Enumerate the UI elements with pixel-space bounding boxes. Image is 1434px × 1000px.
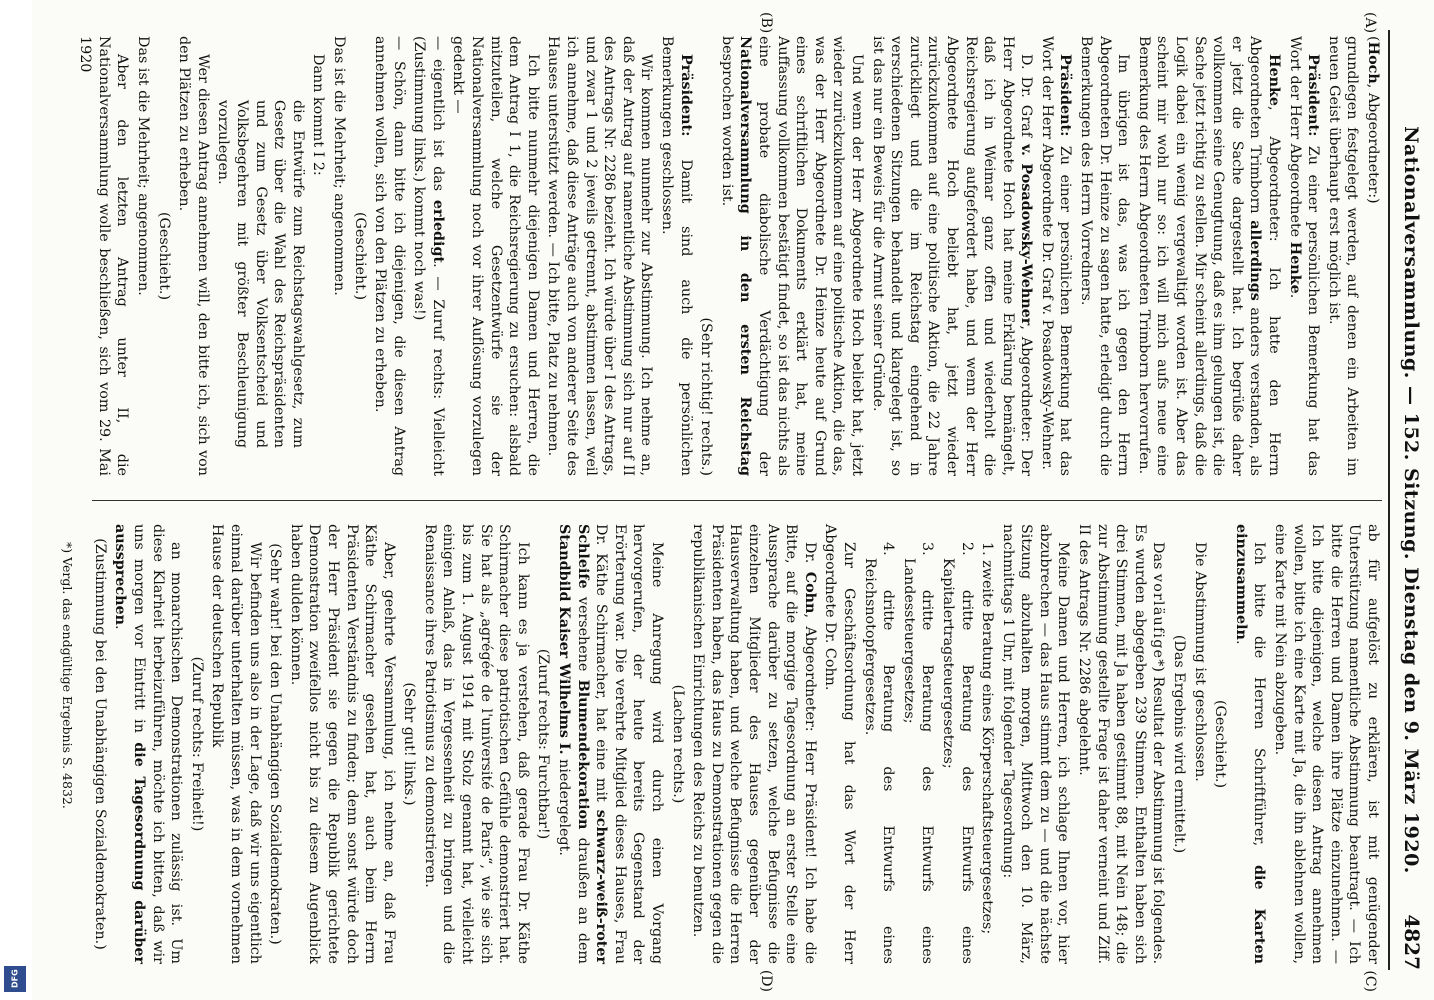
margin-marker-c: (C) (1362, 970, 1378, 992)
paragraph: (Zuruf rechts: Freiheit!) (188, 656, 205, 832)
paragraph: *) Vergl. das endgültige Ergebnis S. 4832. (60, 542, 76, 809)
paragraph: (Zustimmung bei den Unabhängigen Sozialdemokraten.) (91, 538, 108, 950)
paragraph: Zur Geschäftsordnung hat das Wort der Herr Abgeordnete Dr. Cohn. (822, 524, 857, 964)
paragraph: Meine Damen und Herren, ich schlage Ihnen vor, hier abzubrechen — das Haus stimmt dem zu — und die nächste Sitzung abzuhalten morgen, Mittwoch den 10. März, nachmittags 1 Uhr, mit folgender Tagesordnung: (999, 524, 1072, 964)
left-column (72, 36, 1382, 476)
paragraph: Das ist die Mehrheit; angenommen. (135, 36, 151, 296)
margin-marker-a: (A) (1362, 12, 1378, 34)
paragraph: Ich bitte die Herren Schriftführer, die Karten einzusammeln. (1232, 524, 1268, 964)
page-number: 4827 (1400, 914, 1424, 970)
paragraph: Ich kann es ja verstehen, daß gerade Frau Dr. Käthe Schirmacher diese patriotischen Gefühle demonstriert hat. Sie hat als „agrégée de l'université de Paris“, wie sie sich bis zum 1. August 1914 mit Stolz genannt hat, vielleicht einigen Anlaß, das in Vergessenheit zu bringen und die Renaissance ihres Patriotismus zu demonstrieren. (421, 524, 531, 964)
paragraph: (Hoch, Abgeordneter:) (1365, 36, 1381, 204)
paragraph: — Schön, dann bitte ich diejenigen, die diesen Antrag annehmen wollen, sich von den Plätzen zu erheben. (372, 36, 407, 476)
paragraph: D. Dr. Graf v. Posadowsky-Wehner, Abgeordneter: Der Herr Abgeordnete Hoch hat meine Erklärung bemängelt, daß ich in Weimar ganz offen und wiederholt die Reichsregierung aufgefordert habe, und wenn der Herr Abgeordnete Hoch beliebt hat, jetzt wieder zurückzukommen auf eine politische Aktion, die 22 Jahre zurückliegt und die im Reichstag eingehend in verschiedenen Sitzungen behandelt und klargelegt ist, so ist das nur ein Beweis für die Armut seiner Gründe. (869, 36, 1035, 476)
page-header (1392, 30, 1426, 970)
margin-marker-d: (D) (758, 969, 774, 992)
paragraph: Aber, geehrte Versammlung, ich nehme an, daß Frau Käthe Schirmacher gesehen hat, auch beim Herrn Präsidenten Verständnis zu finden; denn sonst würde doch der Herr Präsident sie gegen die Republik gerichtete Demonstration zweifellos nicht bis zu diesem Augenblick haben dulden können. (287, 524, 397, 964)
paragraph: Präsident: Zu einer persönlichen Bemerkung hat das Wort der Herr Abgeordnete Dr. Graf v. Posadowsky-Wehner. (1038, 36, 1074, 476)
paragraph: Die Abstimmung ist geschlossen. (1191, 542, 1208, 782)
column-divider (92, 500, 1382, 501)
paragraph: Wir kommen nunmehr zur Abstimmung. Ich nehme an, daß der Antrag auf namentliche Abstimmung sich nur auf II des Antrags Nr. 2286 bezieht. Ich würde über I des Antrags, und zwar 1 und 2 jeweils getrennt, abstimmen lassen, weil ich annehme, daß diese Anträge auch von anderer Seite des Hauses unterstützt werden. — Ich bitte, Platz zu nehmen. (545, 36, 655, 476)
paragraph: Und wenn der Herr Abgeordnete Hoch beliebt hat, jetzt wieder zurückzukommen auf eine politische Aktion, die das, was der Herr Abgeordnete Dr. Heinze heute auf Grund eines schriftlichen Dokuments erklärt hat, meine Auffassung vollkommen bestätigt findet, so ist das nichts als eine probate diabolische Verdächtigung der Nationalversammlung in den ersten Reichstag besprochen worden ist. (718, 36, 865, 476)
paragraph: — eigentlich ist das erledigt. — Zuruf rechts: Vielleicht (Zustimmung links.) kommt noch was!) (411, 36, 446, 477)
paragraph: Meine Anregung wird durch einen Vorgang hervorgerufen, der heute bereits Gegenstand der Erörterung war. Die verehrte Mitglied dieses Hauses, Frau Dr. Käthe Schirmacher, hat eine mit schwarz-weiß-roter Schleife versehene Blumendekoration draußen an dem Standbild Kaiser Wilhelms I. niedergelegt. (556, 524, 666, 964)
paragraph: grundlegen festgelegt werden, auf denen ein Arbeiten im neuen Geist überhaupt erst möglich ist. (1325, 36, 1361, 476)
paragraph: 4. dritte Beratung des Entwurfs eines Reichsnotopfergesetzes. (861, 542, 897, 964)
paragraph: Präsident: Damit sind auch die persönlichen Bemerkungen geschlossen. (659, 36, 694, 476)
paragraph: Das vorläufige*) Resultat der Abstimmung ist folgendes. Es wurden abgegeben 239 Stimmen. Enthalten haben sich drei Stimmen, mit Ja haben gestimmt 88, mit Nein 148; die zur Abstimmung gestellte Frage ist daher verneint und Ziff. II des Antrags Nr. 2286 abgelehnt. (1076, 524, 1167, 964)
paragraph: Aber den letzten Antrag unter II, die Nationalversammlung wolle beschließen, sich vom 29. Mai 1920 (77, 36, 131, 476)
document-page (32, 0, 1434, 1000)
paragraph: Wir befinden uns also in der Lage, daß wir uns eigentlich einmal darüber unterhalten müssen, was in dem vornehmen Hause der deutschen Republik (209, 524, 263, 964)
paragraph: Henke, Abgeordneter: Ich hatte den Herrn Abgeordneten Trimborn allerdings anders verstanden, als er jetzt die Sache dargestellt hat. Ich begrüße daher vollkommen seine Genugtuung, daß es ihm gelungen ist, die Sache jetzt richtig zu stellen. Mir scheint allerdings, daß die Logik dabei ein wenig vergewaltigt worden ist. Aber das scheint mir wohl nur so: ich will mich aufs neue eine Bemerkung des Herrn Abgeordneten Trimborn hervorrufen. (1135, 36, 1283, 476)
paragraph: (Sehr wahr! bei den Unabhängigen Sozialdemokraten.) (267, 543, 284, 945)
paragraph: (Das Ergebnis wird ermittelt.) (1171, 634, 1188, 854)
paragraph: Präsident: Zu einer persönlichen Bemerkung hat das Wort der Herr Abgeordnete Henke. (1286, 36, 1322, 476)
paragraph: (Geschieht.) (1212, 699, 1229, 789)
paragraph: (Geschieht.) (155, 211, 172, 301)
paragraph: Dann kommt I 2: (310, 54, 327, 176)
paragraph: die Entwürfe zum Reichstagswahlgesetz, zum Gesetz über die Wahl des Reichspräsidenten und zum Gesetz über Volksentscheid und Volksbegehren mit größter Beschleunigung vorzulegen. (215, 100, 306, 448)
right-column (60, 524, 1382, 965)
paragraph: ab für aufgelöst zu erklären, ist mit genügender Unterstützung namentliche Abstimmung beantragt. — Ich bitte die Herren und Damen ihre Plätze einzunehmen. — Ich bitte diejenigen, welche diesen Antrag annehmen wollen, bitte ich eine Karte mit Ja, die ihn ablehnen wollen, eine Karte mit Nein abzugeben. (1272, 524, 1381, 964)
paragraph: (Sehr richtig! rechts.) (698, 317, 715, 476)
paragraph: Ich bitte nunmehr diejenigen Damen und Herren, die dem Antrag I 1, die Reichsregierung zu ersuchen: alsbald mitzuteilen, welche Gesetzentwürfe sie der Nationalversammlung noch vor ihrer Auflösung vorzulegen gedenkt — (450, 36, 541, 476)
paragraph: an monarchischen Demonstrationen zulässig ist. Um diese Klarheit herbeizuführen, möchte ich bitten, daß wir uns morgen vor Eintritt in die Tagesordnung darüber aussprechen. (112, 524, 185, 965)
page-title: Nationalversammlung. — 152. Sitzung. Dienstag den 9. März 1920. (1400, 126, 1422, 874)
paragraph: Wer diesen Antrag annehmen will, den bitte ich, sich von den Plätzen zu erheben. (176, 36, 211, 476)
paragraph: Das ist die Mehrheit; angenommen. (330, 36, 347, 296)
header-rule (1388, 30, 1390, 970)
paragraph: 1. zweite Beratung eines Körperschaftsteuergesetzes; (979, 542, 996, 935)
dfg-logo: DFG (4, 966, 26, 992)
paragraph: (Sehr gut! links.) (401, 682, 418, 806)
paragraph: 3. dritte Beratung des Entwurfs eines Landessteuergesetzes; (900, 542, 936, 964)
paragraph: 2. dritte Beratung des Entwurfs eines Kapitalertragsteuergesetzes; (939, 542, 975, 964)
paragraph: Dr. Cohn, Abgeordneter: Herr Präsident! Ich habe die Bitte, auf die morgige Tagesordnung an erster Stelle eine Aussprache darüber zu setzen, welche Befugnisse die einzelnen Mitglieder des Hauses gegenüber der Hausverwaltung haben, und welche Befugnisse die Herren Präsidenten haben, das Haus zu Demonstrationen gegen die republikanischen Einrichtungen des Reichs zu benutzen. (690, 524, 818, 964)
paragraph: (Lachen rechts.) (669, 684, 686, 804)
paragraph: (Zuruf rechts: Furchtbar!) (535, 648, 552, 840)
paragraph: Im übrigen ist das, was ich gegen den Herrn Abgeordneten Dr. Heinze zu sagen hatte, erledigt durch die Bemerkungen des Herrn Vorredners. (1078, 36, 1132, 476)
margin-marker-b: (B) (758, 12, 774, 34)
paragraph: (Geschieht.) (351, 211, 368, 301)
